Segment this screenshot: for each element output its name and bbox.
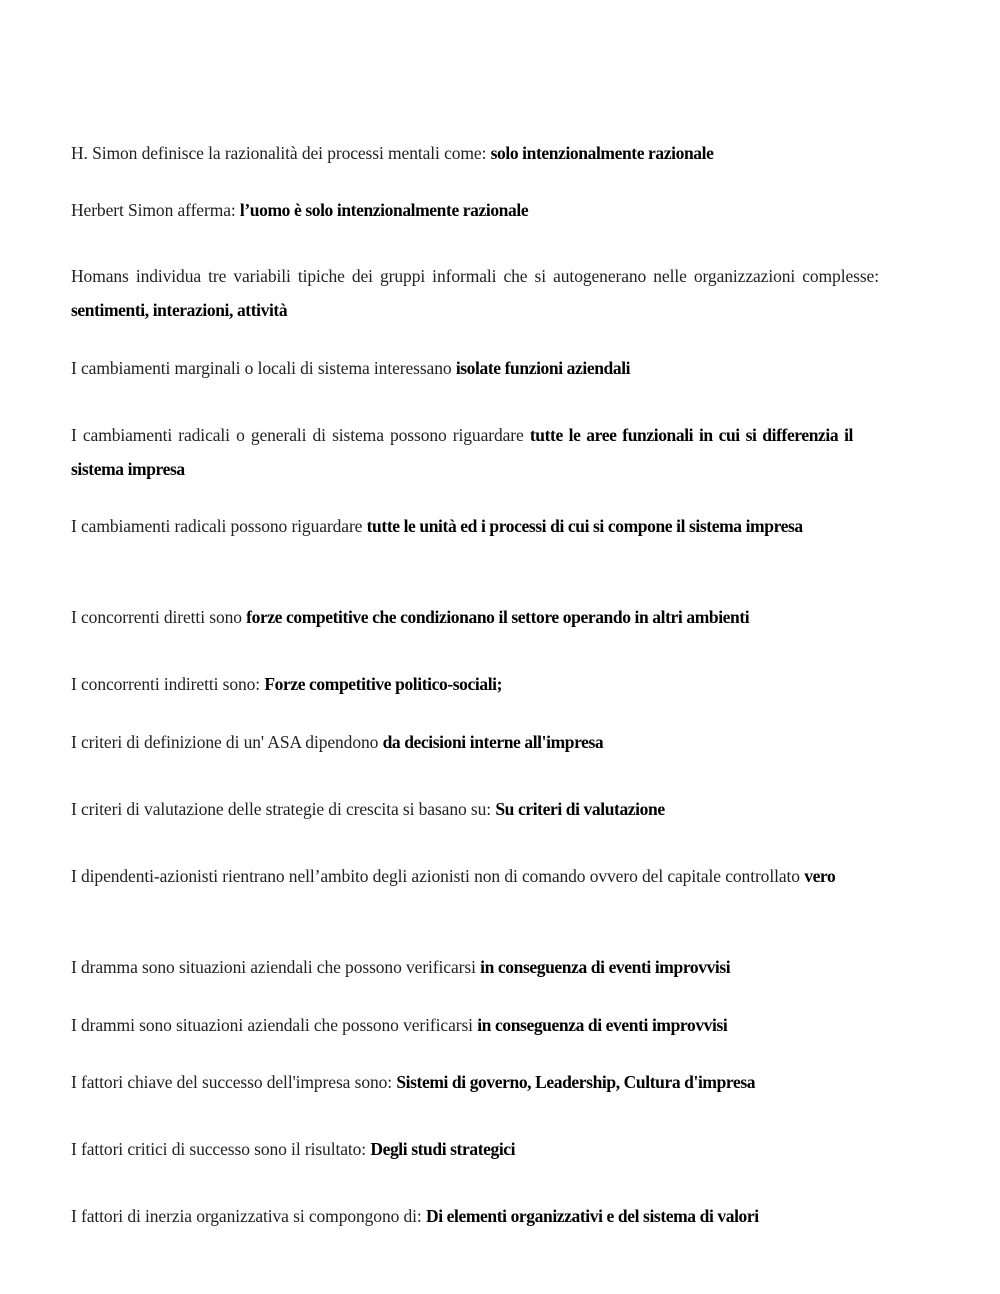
answer-text: Sistemi di governo, Leadership, Cultura d'impresa <box>396 1072 756 1092</box>
question-text: I cambiamenti marginali o locali di sistema interessano <box>71 358 456 378</box>
answer-text: Di elementi organizzativi e del sistema di valori <box>425 1206 759 1226</box>
answer-text: Forze competitive politico-sociali; <box>264 674 503 694</box>
qa-entry <box>71 792 879 826</box>
question-text: I concorrenti indiretti sono: <box>71 674 265 694</box>
answer-text: sentimenti, interazioni, attività <box>71 300 288 320</box>
qa-entry <box>71 1008 879 1042</box>
qa-entry <box>71 859 879 893</box>
question-text: I cambiamenti radicali o generali di sistema possono riguardare <box>71 425 530 445</box>
question-text: I fattori chiave del successo dell'impresa sono: <box>71 1072 397 1092</box>
qa-entry <box>71 351 879 385</box>
answer-text: Su criteri di valutazione <box>495 799 665 819</box>
question-text: I fattori di inerzia organizzativa si compongono di: <box>71 1206 426 1226</box>
qa-entry <box>71 1065 879 1099</box>
question-text: I criteri di definizione di un' ASA dipendono <box>71 732 383 752</box>
qa-entry <box>71 259 879 327</box>
qa-entry <box>71 509 871 543</box>
question-text: Homans individua tre variabili tipiche dei gruppi informali che si autogenerano nelle organizzazioni complesse: <box>71 266 879 286</box>
question-text: Herbert Simon afferma: <box>71 200 240 220</box>
qa-entry <box>71 136 879 170</box>
qa-entry <box>71 600 879 634</box>
qa-entry <box>71 667 879 701</box>
question-text: I concorrenti diretti sono <box>71 607 247 627</box>
question-text: I fattori critici di successo sono il risultato: <box>71 1139 371 1159</box>
question-text: I dramma sono situazioni aziendali che possono verificarsi <box>71 957 481 977</box>
answer-text: forze competitive che condizionano il settore operando in altri ambienti <box>246 607 750 627</box>
qa-entry <box>71 1199 879 1233</box>
qa-entry <box>71 193 879 227</box>
qa-entry <box>71 1132 879 1166</box>
qa-entry <box>71 950 879 984</box>
answer-text: in conseguenza di eventi improvvisi <box>480 957 731 977</box>
answer-text: l’uomo è solo intenzionalmente razionale <box>239 200 529 220</box>
answer-text: in conseguenza di eventi improvvisi <box>477 1015 728 1035</box>
qa-entry <box>71 725 879 759</box>
answer-text: solo intenzionalmente razionale <box>490 143 714 163</box>
answer-text: tutte le aree funzionali in cui si differenzia il sistema impresa <box>71 425 853 479</box>
question-text: I dipendenti-azionisti rientrano nell’ambito degli azionisti non di comando ovvero del capitale controllato <box>71 866 805 886</box>
question-text: H. Simon definisce la razionalità dei processi mentali come: <box>71 143 491 163</box>
answer-text: vero <box>804 866 836 886</box>
answer-text: tutte le unità ed i processi di cui si compone il sistema impresa <box>366 516 803 536</box>
question-text: I drammi sono situazioni aziendali che possono verificarsi <box>71 1015 478 1035</box>
question-text: I criteri di valutazione delle strategie di crescita si basano su: <box>71 799 496 819</box>
qa-entry <box>71 418 853 486</box>
question-text: I cambiamenti radicali possono riguardare <box>71 516 367 536</box>
answer-text: Degli studi strategici <box>370 1139 516 1159</box>
answer-text: da decisioni interne all'impresa <box>382 732 604 752</box>
answer-text: isolate funzioni aziendali <box>455 358 631 378</box>
